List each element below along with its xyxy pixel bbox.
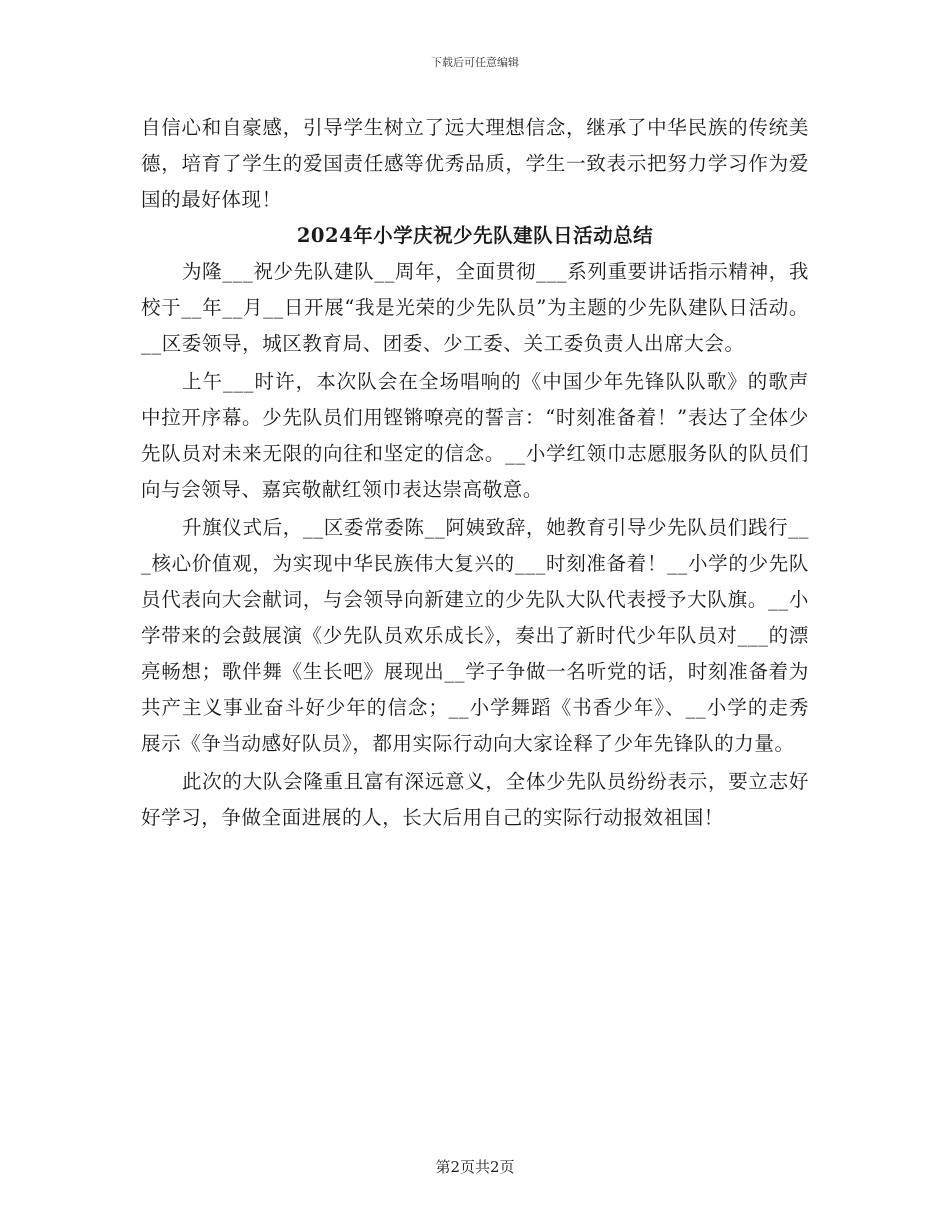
paragraph-3: 升旗仪式后，__区委常委陈__阿姨致辞，她教育引导少先队员们践行___核心价值观，为实现中华民族伟大复兴的___时刻准备着！__小学的少先队员代表向大会献词，与会领导向新建立的少先队大队代表授予大队旗。__小学带来的会鼓展演《少先队员欢乐成长》，奏出了新时代少年队员对___的漂亮畅想；歌伴舞《生长吧》展现出__学子争做一名听党的话，时刻准备着为共产主义事业奋斗好少年的信念；__小学舞蹈《书香少年》、__小学的走秀展示《争当动感好队员》，都用实际行动向大家诠释了少年先锋队的力量。	[141, 516, 809, 755]
document-body	[141, 110, 809, 836]
document-title: 2024年小学庆祝少先队建队日活动总结	[296, 224, 654, 247]
intro-paragraph: 自信心和自豪感，引导学生树立了远大理想信念，继承了中华民族的传统美德，培育了学生的爱国责任感等优秀品质，学生一致表示把努力学习作为爱国的最好体现！	[141, 116, 809, 211]
page-number: 第2页共2页	[435, 1158, 515, 1176]
paragraph-1: 为隆___祝少先队建队__周年，全面贯彻___系列重要讲话指示精神，我校于__年__月__日开展“我是光荣的少先队员”为主题的少先队建队日活动。__区委领导，城区教育局、团委、少工委、关工委负责人出席大会。	[141, 260, 809, 355]
paragraph-2: 上午___时许，本次队会在全场唱响的《中国少年先锋队队歌》的歌声中拉开序幕。少先队员们用铿锵嘹亮的誓言：“时刻准备着！”表达了全体少先队员对未来无限的向往和坚定的信念。__小学红领巾志愿服务队的队员们向与会领导、嘉宾敬献红领巾表达崇高敬意。	[141, 370, 809, 501]
page-header-note: 下载后可任意编辑	[431, 56, 519, 69]
paragraph-4: 此次的大队会隆重且富有深远意义，全体少先队员纷纷表示，要立志好好学习，争做全面进展的人，长大后用自己的实际行动报效祖国！	[141, 770, 809, 829]
